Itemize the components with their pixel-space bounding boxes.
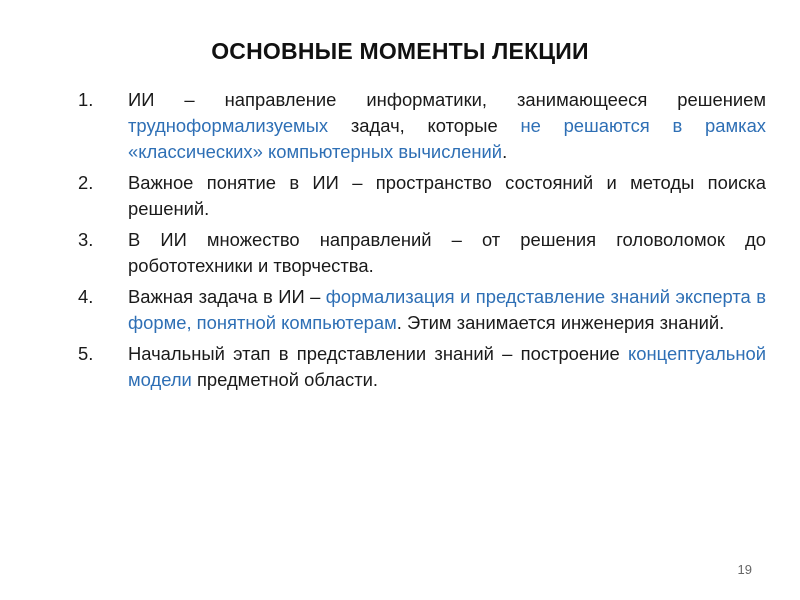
text-segment: предметной области.	[191, 369, 379, 390]
text-segment: В ИИ множество направлений – от решения головоломок до робототехники и творчества.	[128, 229, 766, 276]
list-item	[78, 170, 766, 222]
text-segment: ИИ – направление информатики, занимающееся решением	[128, 89, 766, 110]
text-segment: .	[502, 141, 508, 162]
list-item	[78, 227, 766, 279]
text-segment: Важная задача в ИИ –	[128, 286, 326, 307]
list-item-text	[128, 172, 766, 219]
slide-title: ОСНОВНЫЕ МОМЕНТЫ ЛЕКЦИИ	[211, 38, 589, 64]
list-item-number: 4.	[78, 286, 94, 307]
text-segment: задач, которые	[328, 115, 521, 136]
list-item-number: 2.	[78, 172, 94, 193]
key-points-list	[78, 87, 766, 398]
list-item	[78, 284, 766, 336]
list-item-number: 3.	[78, 229, 94, 250]
list-item-text	[128, 343, 766, 390]
highlighted-term: трудноформализуемых	[128, 115, 329, 136]
list-item	[78, 341, 766, 393]
highlighted-term: не решаются в рамках «классических» компьютерных вычислений	[128, 115, 766, 162]
text-segment: Начальный этап в представлении знаний – построение	[128, 343, 629, 364]
list-item	[78, 87, 766, 165]
highlighted-term: формализация и представление знаний эксперта в форме, понятной компьютерам	[128, 286, 766, 333]
list-item-text	[128, 286, 766, 333]
highlighted-term: концептуальной модели	[128, 343, 766, 390]
page-number: 19	[737, 562, 752, 577]
list-item-number: 1.	[78, 89, 94, 110]
text-segment: . Этим занимается инженерия знаний.	[396, 312, 725, 333]
text-segment: Важное понятие в ИИ – пространство состояний и методы поиска решений.	[128, 172, 766, 219]
list-item-number: 5.	[78, 343, 94, 364]
list-item-text	[128, 89, 766, 162]
list-item-text	[128, 229, 766, 276]
